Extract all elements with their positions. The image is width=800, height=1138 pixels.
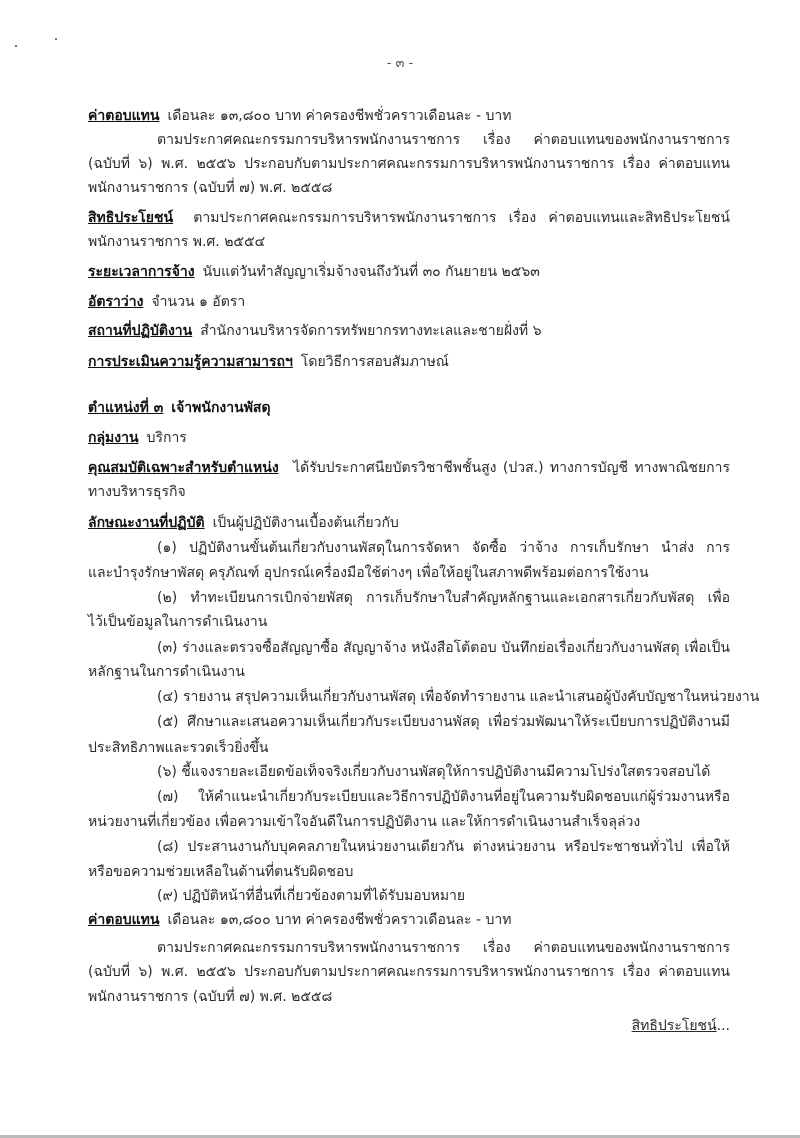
compensation-detail: พนักงานราชการ (ฉบับที่ ๗) พ.ศ. ๒๕๕๘ <box>88 180 333 196</box>
duty-item: (๒) ทำทะเบียนการเบิกจ่ายพัสดุ การเก็บรักษาใบสำคัญหลักฐานและเอกสารเกี่ยวกับพัสดุ เพื่อ <box>157 590 730 606</box>
assessment <box>88 352 730 372</box>
compensation-detail: ตามประกาศคณะกรรมการบริหารพนักงานราชการ เรื่อง ค่าตอบแทนของพนักงานราชการ <box>157 940 730 956</box>
page-number: - ๓ - <box>386 56 414 71</box>
duty-item-cont: หรือขอความช่วยเหลือในด้านที่ตนรับผิดชอบ <box>88 864 354 880</box>
compensation-text: เดือนละ ๑๓,๘๐๐ บาท ค่าครองชีพชั่วคราวเดือนละ - บาท <box>167 108 512 124</box>
benefits-cont: พนักงานราชการ พ.ศ. ๒๕๕๔ <box>88 234 266 250</box>
position-label: ตำแหน่งที่ ๓ <box>88 400 164 416</box>
job-description-label: ลักษณะงานที่ปฏิบัติ <box>88 515 205 531</box>
duty-item: (๑) ปฏิบัติงานขั้นต้นเกี่ยวกับงานพัสดุในการจัดหา จัดซื้อ ว่าจ้าง การเก็บรักษา นำส่ง การ <box>157 540 730 556</box>
compensation-line <box>88 106 730 126</box>
duty-item: (๙) ปฏิบัติหน้าที่อื่นที่เกี่ยวข้องตามที่ได้รับมอบหมาย <box>157 888 466 904</box>
compensation-detail: (ฉบับที่ ๖) พ.ศ. ๒๕๕๖ ประกอบกับตามประกาศคณะกรรมการบริหารพนักงานราชการ เรื่อง ค่าตอบแทน <box>88 156 730 172</box>
duty-item-cont: และบำรุงรักษาพัสดุ ครุภัณฑ์ อุปกรณ์เครื่องมือใช้ต่างๆ เพื่อให้อยู่ในสภาพดีพร้อมต่อการใช้งาน <box>88 565 649 581</box>
work-group <box>88 428 730 448</box>
duty-item: (๕) ศึกษาและเสนอความเห็นเกี่ยวกับระเบียบงานพัสดุ เพื่อร่วมพัฒนาให้ระเบียบการปฏิบัติงานมี <box>157 714 730 730</box>
compensation-detail: ตามประกาศคณะกรรมการบริหารพนักงานราชการ เรื่อง ค่าตอบแทนของพนักงานราชการ <box>157 132 730 148</box>
vacancy <box>88 292 730 312</box>
qualifications-cont: ทางบริหารธุรกิจ <box>88 484 186 500</box>
job-description-text: เป็นผู้ปฏิบัติงานเบื้องต้นเกี่ยวกับ <box>212 515 399 531</box>
duty-item: (๖) ชี้แจงรายละเอียดข้อเท็จจริงเกี่ยวกับงานพัสดุให้การปฏิบัติงานมีความโปร่งใสตรวจสอบได้ <box>157 764 711 780</box>
benefits-line <box>88 208 730 228</box>
compensation-label: ค่าตอบแทน <box>88 912 160 928</box>
catchword: สิทธิประโยชน์ <box>631 1018 717 1034</box>
compensation-detail: (ฉบับที่ ๖) พ.ศ. ๒๕๕๖ ประกอบกับตามประกาศคณะกรรมการบริหารพนักงานราชการ เรื่อง ค่าตอบแทน <box>88 964 730 980</box>
compensation-detail: พนักงานราชการ (ฉบับที่ ๗) พ.ศ. ๒๕๕๘ <box>88 989 333 1005</box>
benefits-text: ตามประกาศคณะกรรมการบริหารพนักงานราชการ เรื่อง ค่าตอบแทนและสิทธิประโยชน์ <box>193 210 730 226</box>
employment-period <box>88 262 730 282</box>
duty-item-cont: หลักฐานในการดำเนินงาน <box>88 664 245 680</box>
duty-item: (๗) ให้คำแนะนำเกี่ยวกับระเบียบและวิธีการปฏิบัติงานที่อยู่ในความรับผิดชอบแก่ผู้ร่วมงานหรือ <box>157 789 730 805</box>
qualifications <box>88 458 730 478</box>
workplace <box>88 321 730 341</box>
scan-speck <box>15 45 17 47</box>
scan-speck <box>55 38 57 40</box>
assessment-label: การประเมินความรู้ความสามารถฯ <box>88 354 293 370</box>
compensation-label: ค่าตอบแทน <box>88 108 160 124</box>
duty-item-cont: ไว้เป็นข้อมูลในการดำเนินงาน <box>88 614 268 630</box>
work-group-text: บริการ <box>146 430 187 446</box>
duty-item: (๓) ร่างและตรวจซื้อสัญญาซื้อ สัญญาจ้าง หนังสือโต้ตอบ บันทึกย่อเรื่องเกี่ยวกับงานพัสดุ เพื่อเป็น <box>157 640 730 656</box>
qualifications-text: ได้รับประกาศนียบัตรวิชาชีพชั้นสูง (ปวส.) ทางการบัญชี ทางพาณิชยการ <box>293 460 730 476</box>
compensation-text: เดือนละ ๑๓,๘๐๐ บาท ค่าครองชีพชั่วคราวเดือนละ - บาท <box>167 912 512 928</box>
vacancy-text: จำนวน ๑ อัตรา <box>151 294 246 310</box>
workplace-text: สำนักงานบริหารจัดการทรัพยากรทางทะเลและชายฝั่งที่ ๖ <box>200 323 542 339</box>
benefits-label: สิทธิประโยชน์ <box>88 210 174 226</box>
work-group-label: กลุ่มงาน <box>88 430 139 446</box>
employment-period-text: นับแต่วันทำสัญญาเริ่มจ้างจนถึงวันที่ ๓๐ กันยายน ๒๕๖๓ <box>202 264 540 280</box>
workplace-label: สถานที่ปฏิบัติงาน <box>88 323 193 339</box>
duty-item: (๔) รายงาน สรุปความเห็นเกี่ยวกับงานพัสดุ เพื่อจัดทำรายงาน และนำเสนอผู้บังคับบัญชาในหน่วยงาน <box>157 689 760 705</box>
next-page-catchword <box>632 1015 730 1037</box>
duty-item: (๘) ประสานงานกับบุคคลภายในหน่วยงานเดียวกัน ต่างหน่วยงาน หรือประชาชนทั่วไป เพื่อให้ <box>157 839 730 855</box>
assessment-text: โดยวิธีการสอบสัมภาษณ์ <box>300 354 449 370</box>
position-heading <box>88 398 730 418</box>
job-description <box>88 513 730 533</box>
compensation-line <box>88 910 730 930</box>
qualifications-label: คุณสมบัติเฉพาะสำหรับตำแหน่ง <box>88 460 279 476</box>
duty-item-cont: หน่วยงานที่เกี่ยวข้อง เพื่อความเข้าใจอันดีในการปฏิบัติงาน และให้การดำเนินงานสำเร็จลุล่วง <box>88 814 641 830</box>
catchword-ellipsis: ... <box>716 1018 730 1034</box>
duty-item-cont: ประสิทธิภาพและรวดเร็วยิ่งขึ้น <box>88 740 269 756</box>
employment-period-label: ระยะเวลาการจ้าง <box>88 264 195 280</box>
vacancy-label: อัตราว่าง <box>88 294 144 310</box>
position-title: เจ้าพนักงานพัสดุ <box>171 400 271 416</box>
